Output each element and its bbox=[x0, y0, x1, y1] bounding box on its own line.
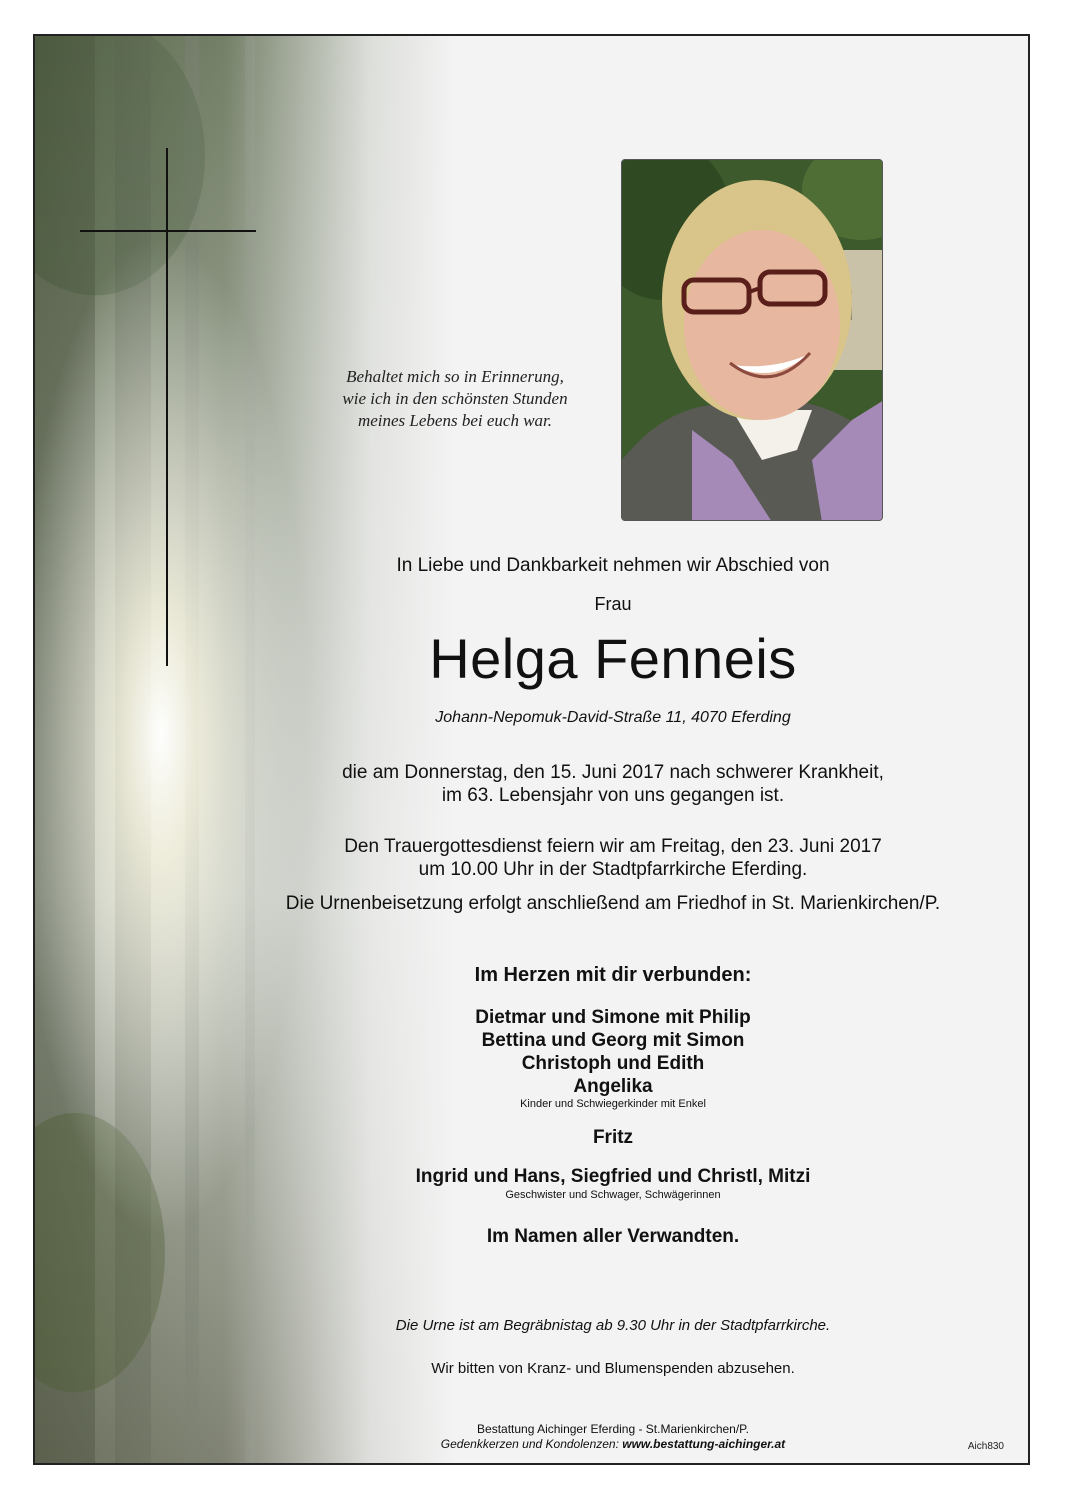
honorific: Frau bbox=[594, 594, 632, 614]
cross-vertical-bar bbox=[166, 148, 168, 666]
condolence-line bbox=[215, 1437, 1011, 1452]
family-member: Bettina und Georg mit Simon bbox=[481, 1030, 745, 1051]
memorial-quote bbox=[295, 366, 615, 432]
portrait-photo bbox=[621, 159, 883, 521]
family-member: Christoph und Edith bbox=[521, 1053, 705, 1074]
condolence-label: Gedenkkerzen und Kondolenzen: bbox=[440, 1437, 623, 1451]
siblings-names: Ingrid und Hans, Siegfried und Christl, Mitzi bbox=[415, 1166, 811, 1187]
reference-code: Aich830 bbox=[967, 1441, 1004, 1452]
urn-viewing-note: Die Urne ist am Begräbnistag ab 9.30 Uhr in der Stadtpfarrkirche. bbox=[395, 1317, 831, 1334]
funeral-service bbox=[215, 835, 1011, 881]
flowers-request: Wir bitten von Kranz- und Blumenspenden abzusehen. bbox=[431, 1360, 795, 1377]
obituary-card bbox=[33, 34, 1030, 1465]
spouse-name: Fritz bbox=[592, 1127, 634, 1148]
website-link[interactable]: www.bestattung-aichinger.at bbox=[622, 1437, 786, 1451]
undertaker-info bbox=[215, 1422, 1011, 1452]
siblings-note: Geschwister und Schwager, Schwägerinnen bbox=[505, 1189, 721, 1201]
farewell-intro: In Liebe und Dankbarkeit nehmen wir Abschied von bbox=[396, 555, 830, 576]
service-line: um 10.00 Uhr in der Stadtpfarrkirche Eferding. bbox=[418, 859, 808, 880]
quote-line: wie ich in den schönsten Stunden bbox=[342, 389, 568, 408]
mourners-heading: Im Herzen mit dir verbunden: bbox=[474, 964, 752, 986]
deceased-address: Johann-Nepomuk-David-Straße 11, 4070 Eferding bbox=[435, 709, 791, 726]
death-line: im 63. Lebensjahr von uns gegangen ist. bbox=[441, 785, 785, 806]
cross-horizontal-bar bbox=[80, 230, 256, 232]
death-details bbox=[215, 761, 1011, 807]
family-member: Dietmar und Simone mit Philip bbox=[475, 1007, 751, 1028]
forest-background-image bbox=[35, 36, 455, 1463]
undertaker-name: Bestattung Aichinger Eferding - St.Marienkirchen/P. bbox=[477, 1422, 749, 1436]
death-line: die am Donnerstag, den 15. Juni 2017 nach schwerer Krankheit, bbox=[342, 762, 884, 783]
family-member: Angelika bbox=[573, 1076, 653, 1097]
relatives-line: Im Namen aller Verwandten. bbox=[486, 1226, 740, 1247]
quote-line: meines Lebens bei euch war. bbox=[357, 411, 553, 430]
deceased-name: Helga Fenneis bbox=[429, 627, 797, 690]
urn-burial-info: Die Urnenbeisetzung erfolgt anschließend am Friedhof in St. Marienkirchen/P. bbox=[285, 893, 941, 914]
family-note: Kinder und Schwiegerkinder mit Enkel bbox=[520, 1098, 706, 1110]
family-list bbox=[215, 1006, 1011, 1111]
quote-line: Behaltet mich so in Erinnerung, bbox=[346, 367, 564, 386]
service-line: Den Trauergottesdienst feiern wir am Freitag, den 23. Juni 2017 bbox=[344, 836, 882, 857]
